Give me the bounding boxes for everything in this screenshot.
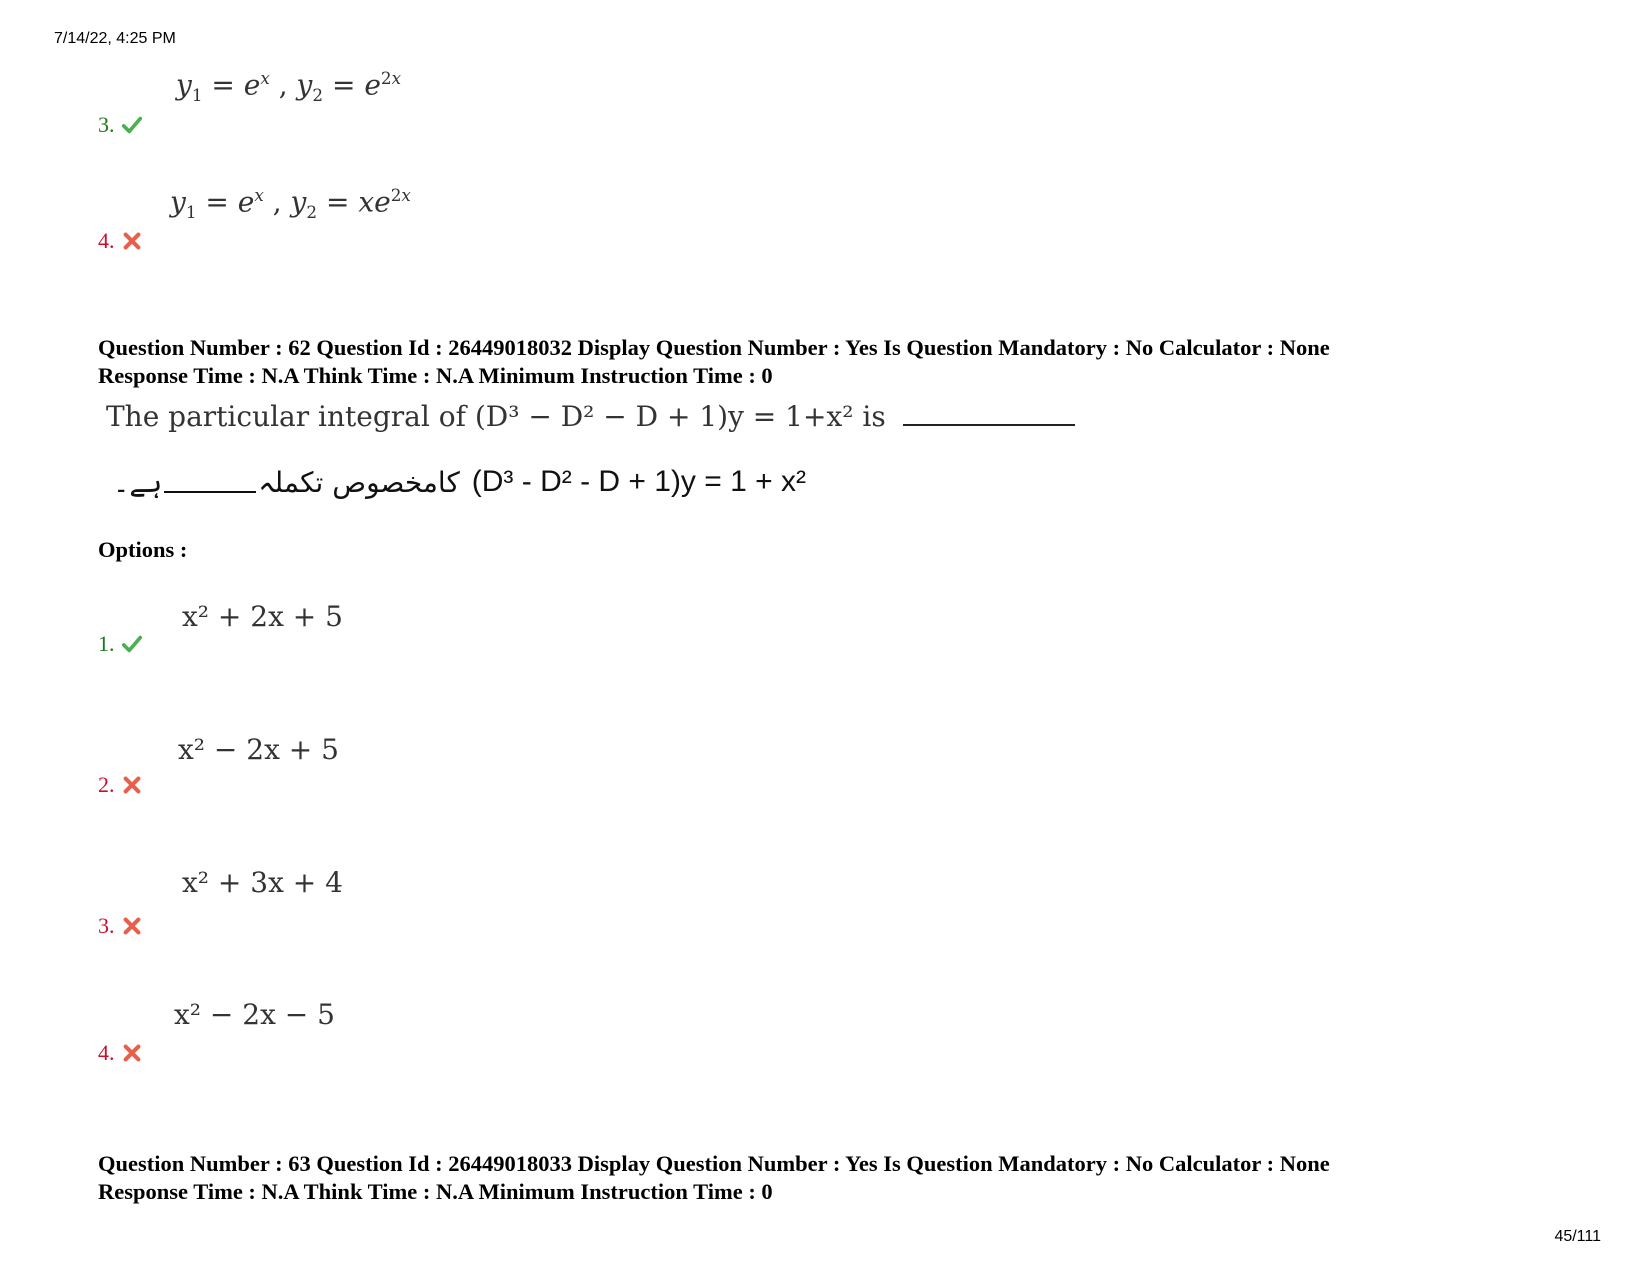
question-meta-line2: Response Time : N.A Think Time : N.A Minimum Instruction Time : 0 [98, 363, 773, 388]
check-icon [121, 633, 143, 655]
question-text-suffix: is [862, 400, 886, 433]
option-number: 3. [98, 913, 115, 938]
option-2 [98, 772, 143, 798]
print-timestamp: 7/14/22, 4:25 PM [54, 30, 176, 47]
prev-option-4-formula-render: $y_1 = e^x$ , $y_2 = xe^{2x}$ [170, 185, 411, 222]
question-meta-line1: Question Number : 62 Question Id : 26449018032 Display Question Number : Yes Is Question Mandatory : No Calculator : None [98, 335, 1330, 360]
question-text-urdu-tail: ہے۔ [113, 466, 163, 499]
cross-icon [121, 230, 143, 252]
question-62-header [98, 334, 1330, 390]
prev-option-4 [98, 228, 143, 254]
answer-blank-urdu [164, 471, 256, 493]
option-4 [98, 1040, 143, 1066]
cross-icon [121, 774, 143, 796]
option-1 [98, 631, 143, 657]
prev-option-3-formula-render: $y_1 = e^x$ , $y_2 = e^{2x}$ [176, 68, 402, 105]
question-text-prefix: The particular integral of [106, 400, 466, 433]
option-number: 4. [98, 228, 115, 253]
page-number: 45/111 [1554, 1228, 1601, 1245]
option-3-formula: x² + 3x + 4 [182, 866, 343, 899]
question-meta-line2: Response Time : N.A Think Time : N.A Minimum Instruction Time : 0 [98, 1179, 773, 1204]
check-icon [121, 114, 143, 136]
option-number: 1. [98, 631, 115, 656]
option-3 [98, 913, 143, 939]
option-number: 2. [98, 772, 115, 797]
option-4-formula: x² − 2x − 5 [174, 998, 335, 1031]
option-number: 3. [98, 112, 115, 137]
question-text-urdu-words: کامخصوص تکملہ [258, 466, 460, 499]
question-62-text-ur [113, 465, 806, 499]
question-63-header [98, 1150, 1330, 1206]
prev-option-3 [98, 112, 143, 138]
option-2-formula: x² − 2x + 5 [178, 733, 339, 766]
cross-icon [121, 1042, 143, 1064]
question-text-operator: (D³ − D² − D + 1)y = 1+x² [474, 400, 854, 433]
option-number: 4. [98, 1040, 115, 1065]
cross-icon [121, 915, 143, 937]
question-62-text-en [106, 400, 1075, 433]
question-text-urdu-equation: (D³ - D² - D + 1)y = 1 + x² [471, 465, 806, 498]
options-label: Options : [98, 537, 188, 562]
option-1-formula: x² + 2x + 5 [182, 600, 343, 633]
question-meta-line1: Question Number : 63 Question Id : 26449018033 Display Question Number : Yes Is Question Mandatory : No Calculator : None [98, 1151, 1330, 1176]
answer-blank [903, 402, 1075, 426]
